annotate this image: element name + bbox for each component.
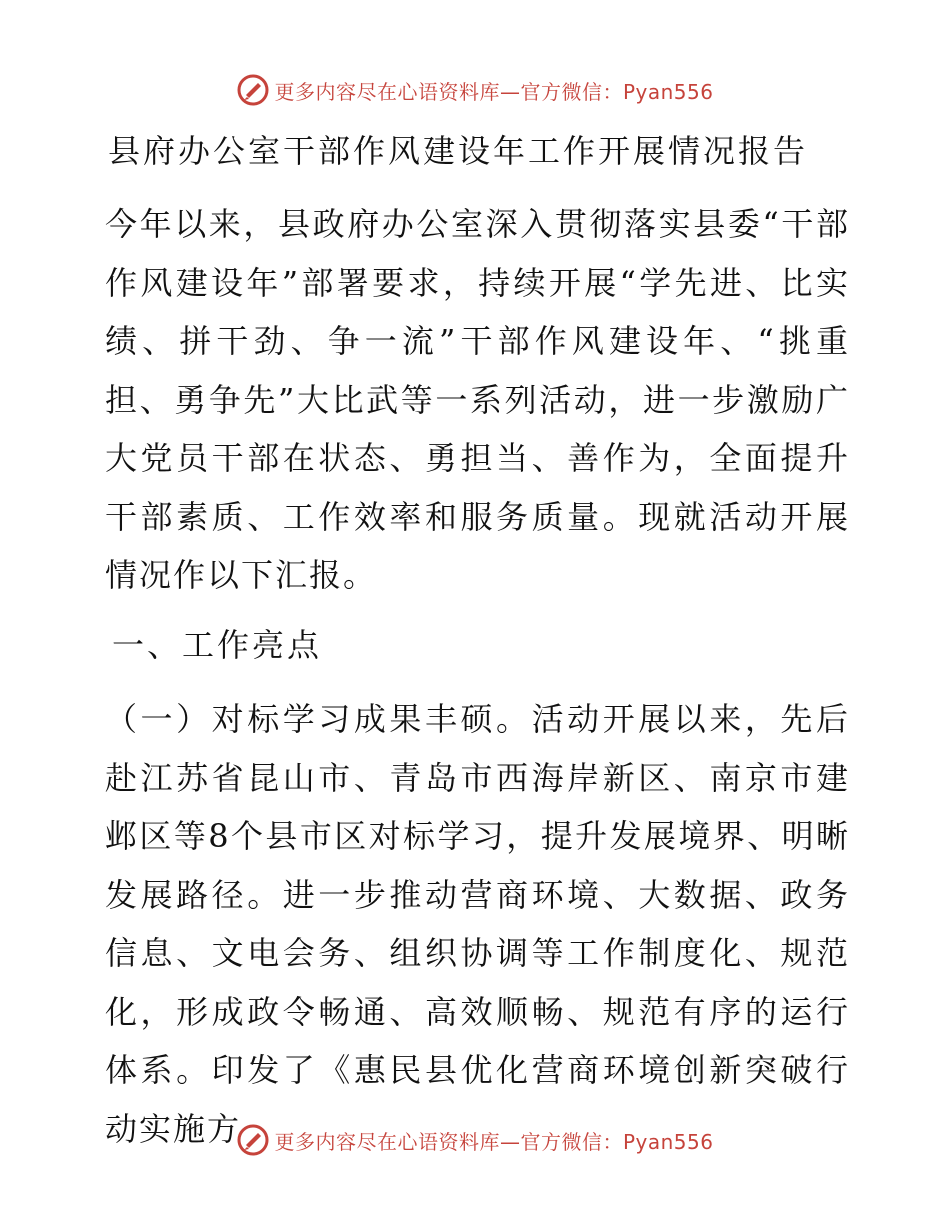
logo-icon: [236, 73, 270, 107]
logo-icon: [236, 1123, 270, 1157]
document-title: 县府办公室干部作风建设年工作开展情况报告: [108, 132, 809, 170]
footer-watermark-banner: [0, 1120, 950, 1160]
header-watermark-banner: [0, 70, 950, 110]
intro-paragraph: 今年以来，县政府办公室深入贯彻落实县委“干部作风建设年”部署要求，持续开展“学先进、比实绩、拼干劲、争一流”干部作风建设年、“挑重担、勇争先”大比武等一系列活动，进一步激励广大党员干部在状态、勇担当、善作为，全面提升干部素质、工作效率和服务质量。现就活动开展情况作以下汇报。: [105, 205, 850, 594]
watermark-text: 更多内容尽在心语资料库—官方微信：Pyan556: [274, 1129, 714, 1154]
section-paragraph: （一）对标学习成果丰硕。活动开展以来，先后赴江苏省昆山市、青岛市西海岸新区、南京市建邺区等8个县市区对标学习，提升发展境界、明晰发展路径。进一步推动营商环境、大数据、政务信息、文电会务、组织协调等工作制度化、规范化，形成政令畅通、高效顺畅、规范有序的运行体系。印发了《惠民县优化营商环境创新突破行动实施方: [105, 700, 850, 1148]
section-heading: 一、工作亮点: [112, 626, 323, 664]
watermark-text: 更多内容尽在心语资料库—官方微信：Pyan556: [274, 79, 714, 104]
